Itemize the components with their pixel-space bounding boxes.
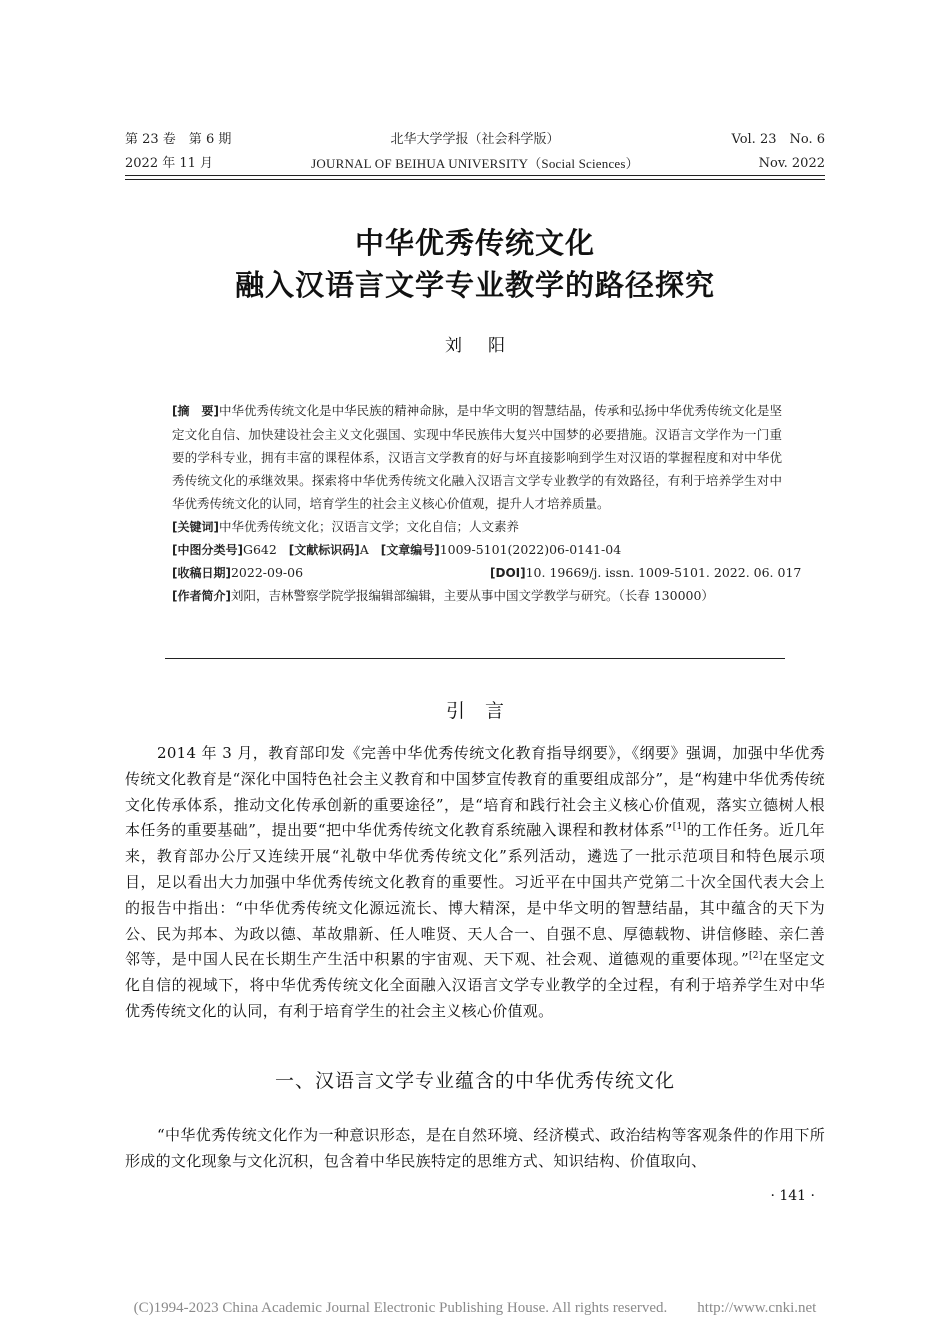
- section1-paragraph: [125, 1123, 825, 1175]
- abstract-label: [摘 要]: [172, 404, 220, 418]
- abstract: [172, 399, 782, 515]
- abstract-text: 中华优秀传统文化是中华民族的精神命脉，是中华文明的智慧结晶，传承和弘扬中华优秀传统文化是坚定文化自信、加快建设社会主义文化强国、实现中华民族伟大复兴中国梦的必要措施。汉语言文学作为一门重要的学科专业，拥有丰富的课程体系，汉语言文学教育的好与坏直接影响到学生对汉语的掌握程度和对中华优秀传统文化的承继效果。探索将中华优秀传统文化融入汉语言文学专业教学的有效路径，有利于培养学生对中华优秀传统文化的认同，培育学生的社会主义核心价值观，提升人才培养质量。: [172, 403, 782, 511]
- bio-label: [作者简介]: [172, 589, 231, 603]
- doc-code-label: [文献标识码]: [288, 543, 360, 557]
- received-label: [收稿日期]: [172, 566, 231, 580]
- abstract-rule: [165, 658, 785, 659]
- doi-label: [DOI]: [490, 566, 526, 580]
- clc-label: [中图分类号]: [172, 543, 243, 557]
- doi: [490, 561, 801, 585]
- abstract-block: [172, 399, 802, 608]
- section1-heading: 一、汉语言文学专业蕴含的中华优秀传统文化: [274, 1070, 675, 1092]
- article-no-value: 1009-5101(2022)06-0141-04: [439, 542, 622, 557]
- volume-issue-cn: 第 23 卷 第 6 期: [125, 132, 232, 147]
- ref-2[interactable]: [2]: [748, 951, 763, 962]
- intro-text-part3: 在坚定文化自信的视域下，将中华优秀传统文化全面融入汉语言文学专业教学的全过程，有利于培养学生对中华优秀传统文化的认同，有利于培育学生的社会主义核心价值观。: [125, 950, 825, 1020]
- journal-name-en: JOURNAL OF BEIHUA UNIVERSITY（Social Sciences）: [311, 156, 639, 171]
- bio-text: 刘阳，吉林警察学院学报编辑部编辑，主要从事中国文学教学与研究。（长春 130000）: [230, 588, 714, 603]
- journal-name-cn: 北华大学学报（社会科学版）: [390, 132, 560, 147]
- header-rule-thick: [125, 175, 825, 176]
- intro-text-part1: 2014 年 3 月，教育部印发《完善中华优秀传统文化教育指导纲要》，《纲要》强调，加强中华优秀传统文化教育是“深化中国特色社会主义教育和中国梦宣传教育的重要组成部分”，是“构建中华优秀传统文化传承体系，推动文化传承创新的重要途径”，是“培育和践行社会主义核心价值观，落实立德树人根本任务的重要基础”，提出要“把中华优秀传统文化教育系统融入课程和教材体系”: [125, 744, 825, 840]
- journal-header: [125, 128, 825, 176]
- date-en: Nov. 2022: [758, 156, 825, 171]
- intro-paragraph: [125, 741, 825, 1025]
- classification-row: [172, 538, 782, 561]
- keywords-label: [关键词]: [172, 520, 219, 534]
- ref-1[interactable]: [1]: [672, 822, 687, 833]
- clc-value: G642: [242, 542, 277, 557]
- author-name: 刘阳: [445, 336, 531, 356]
- page-number: · 141 ·: [770, 1188, 815, 1204]
- author-bio: [172, 584, 782, 608]
- copyright-footer: (C)1994-2023 China Academic Journal Electronic Publishing House. All rights reserved. http://www.cnki.net: [133, 1300, 817, 1316]
- title-line-2: 融入汉语言文学专业教学的路径探究: [234, 268, 715, 302]
- article-title: [0, 222, 950, 306]
- doi-value: 10. 19669/j. issn. 1009-5101. 2022. 06. 017: [525, 565, 802, 580]
- section1-text: “中华优秀传统文化作为一种意识形态，是在自然环境、经济模式、政治结构等客观条件的作用下所形成的文化现象与文化沉积，包含着中华民族特定的思维方式、知识结构、价值取向、: [125, 1126, 825, 1170]
- date-cn: 2022 年 11 月: [125, 156, 214, 171]
- doc-code-value: A: [359, 542, 369, 557]
- received-doi-row: [172, 561, 802, 584]
- header-rule-thin: [125, 179, 825, 180]
- title-line-1: 中华优秀传统文化: [354, 226, 595, 260]
- intro-heading: 引言: [445, 700, 524, 722]
- article-no-label: [文章编号]: [380, 543, 440, 557]
- intro-text-part2: 的工作任务。近几年来，教育部办公厅又连续开展“礼敬中华优秀传统文化”系列活动，遴选了一批示范项目和特色展示项目，足以看出大力加强中华优秀传统文化教育的重要性。习近平在中国共产党第二十次全国代表大会上的报告中指出：“中华优秀传统文化源远流长、博大精深，是中华文明的智慧结晶，其中蕴含的天下为公、民为邦本、为政以德、革故鼎新、任人唯贤、天人合一、自强不息、厚德载物、讲信修睦、亲仁善邻等，是中国人民在长期生产生活中积累的宇宙观、天下观、社会观、道德观的重要体现。”: [125, 821, 825, 969]
- keywords-text: 中华优秀传统文化；汉语言文学；文化自信；人文素养: [218, 519, 519, 534]
- volume-issue-en: Vol. 23 No. 6: [731, 132, 825, 147]
- keywords: [172, 515, 782, 538]
- received-value: 2022-09-06: [230, 565, 304, 580]
